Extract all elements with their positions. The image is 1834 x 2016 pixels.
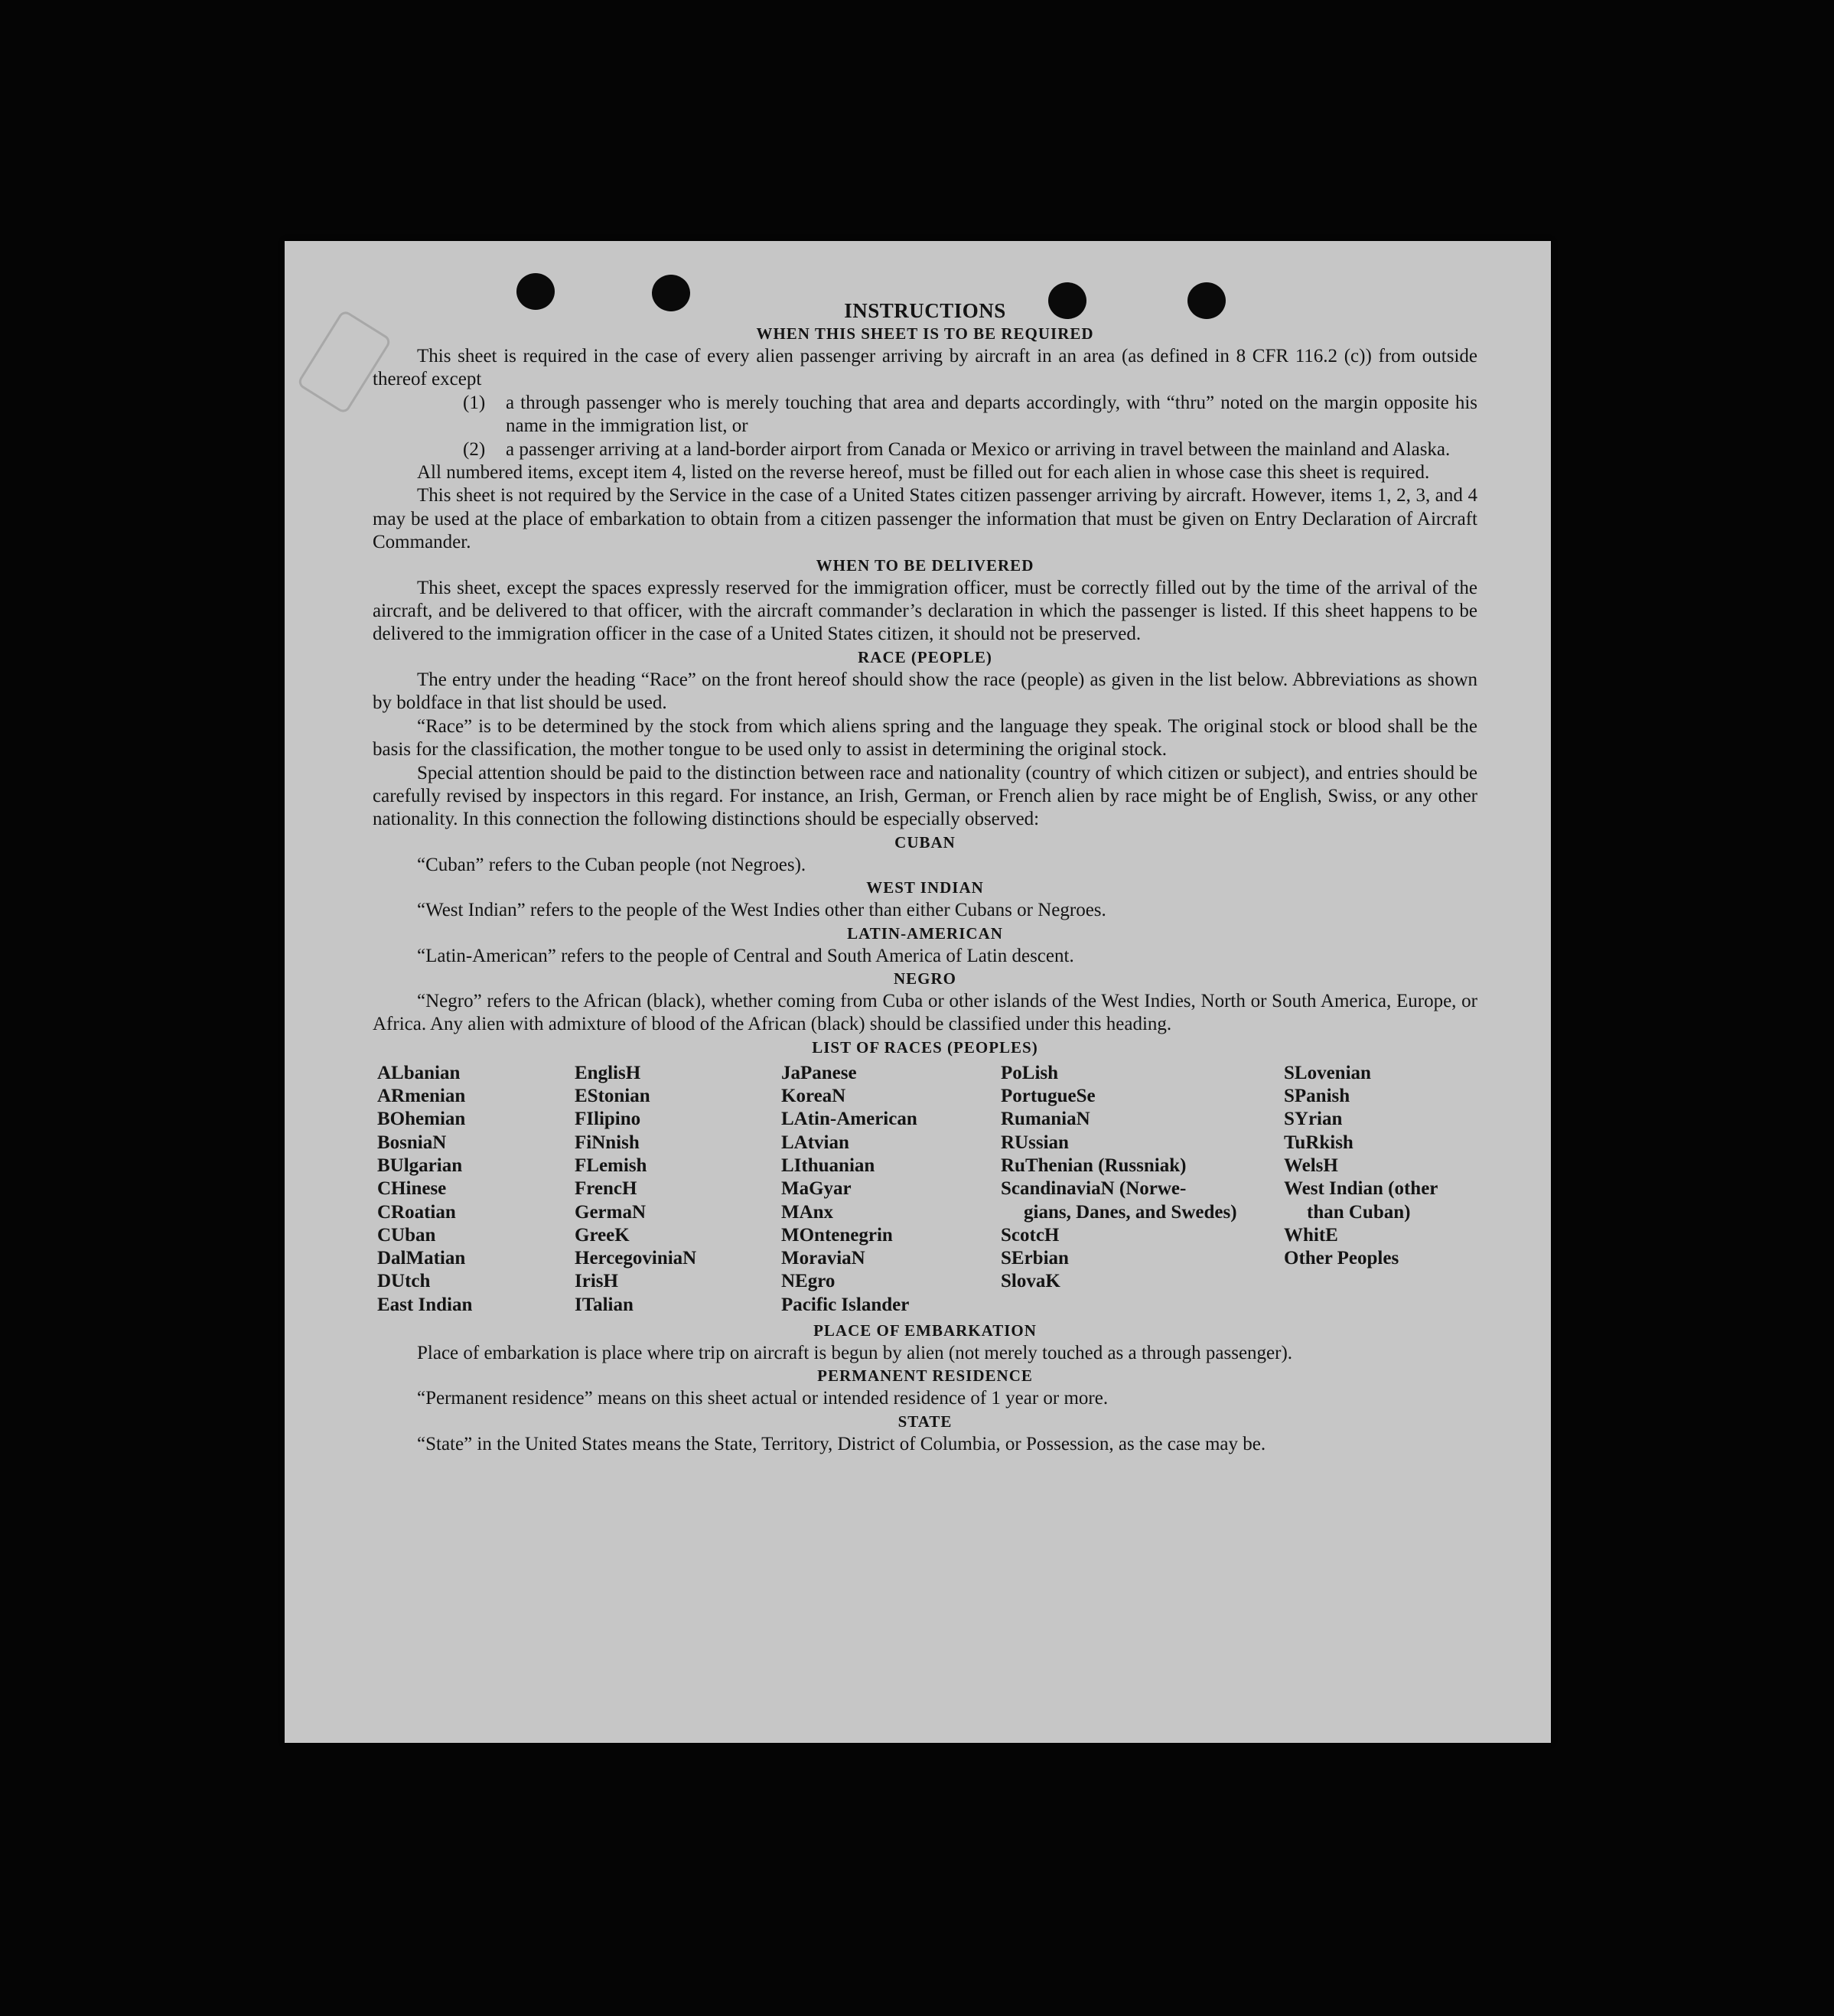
race-item: RuThenian (Russniak) [1001, 1155, 1187, 1176]
race-item: LIthuanian [781, 1155, 875, 1176]
race-item: TuRkish [1284, 1132, 1354, 1153]
race-item: JaPanese [781, 1062, 857, 1083]
para-race-2: “Race” is to be determined by the stock from which aliens spring and the language they speak. The original stock or blood shall be the basis for the classification, the mother tongue to be used only to assist in determining the original stock. [373, 715, 1477, 760]
heading-negro: NEGRO [893, 969, 956, 988]
heading-when-delivered: WHEN TO BE DELIVERED [816, 555, 1034, 575]
race-item: GreeK [575, 1224, 630, 1246]
race-column-4-top [1001, 1062, 1284, 1177]
para-when-required-intro: This sheet is required in the case of every alien passenger arriving by aircraft in an area (as defined in 8 CFR 116.2 (c)) from outside thereof except [373, 346, 1477, 390]
para-race-1: The entry under the heading “Race” on the front hereof should show the race (people) as given in the list below. Abbreviations as shown by boldface in that list should be used. [373, 669, 1477, 714]
heading-when-required: WHEN THIS SHEET IS TO BE REQUIRED [756, 324, 1094, 343]
race-item: MaGyar [781, 1178, 852, 1200]
race-item: BosniaN [377, 1132, 447, 1153]
para-race-3: Special attention should be paid to the distinction between race and nationality (country of which citizen or subject), and entries should be carefully revised by inspectors in this regard. For instance, an Irish, German, or French alien by race might be of English, Swiss, or any other nationality. In this connection the following distinctions should be especially observed: [373, 762, 1477, 830]
race-item: FIlipino [575, 1109, 641, 1130]
race-item: MOntenegrin [781, 1224, 893, 1246]
race-column-5-bottom [1284, 1224, 1475, 1271]
race-item: MoraviaN [781, 1248, 865, 1269]
para-embarkation: Place of embarkation is place where trip on aircraft is begun by alien (not merely touched as a through passenger). [417, 1343, 1293, 1364]
race-item: WhitE [1284, 1224, 1338, 1246]
race-item: PoLish [1001, 1062, 1059, 1083]
race-item: Pacific Islander [781, 1294, 910, 1315]
race-item: LAtvian [781, 1132, 849, 1153]
race-item: PortugueSe [1001, 1086, 1096, 1107]
heading-state: STATE [897, 1412, 953, 1431]
race-column-1 [373, 1062, 575, 1317]
race-item: NEgro [781, 1271, 836, 1292]
race-item: SLovenian [1284, 1062, 1371, 1083]
para-when-delivered: This sheet, except the spaces expressly reserved for the immigration officer, must be correctly filled out by the time of the arrival of the aircraft, and be delivered to that officer, with the aircraft commander’s declaration in which the passenger is listed. If this sheet happens to be delivered to the immigration officer in the case of a United States citizen, it should not be preserved. [373, 577, 1477, 645]
heading-west-indian: WEST INDIAN [866, 878, 984, 897]
race-item: CHinese [377, 1178, 447, 1200]
race-item: MAnx [781, 1201, 834, 1223]
race-column-3 [781, 1062, 1001, 1317]
heading-embarkation: PLACE OF EMBARKATION [813, 1321, 1037, 1340]
document-page [285, 241, 1551, 1743]
race-item-west-indian-line1: West Indian (other [1284, 1178, 1438, 1200]
race-item-west-indian-line2: than Cuban) [1307, 1201, 1411, 1223]
race-column-5 [1284, 1062, 1475, 1317]
para-negro: “Negro” refers to the African (black), whether coming from Cuba or other islands of the West Indies, North or South America, Europe, or Africa. Any alien with admixture of blood of the African (black) should be classified under this heading. [373, 990, 1477, 1035]
heading-latin-american: LATIN-AMERICAN [847, 923, 1003, 943]
race-item: SErbian [1001, 1248, 1069, 1269]
heading-list-of-races: LIST OF RACES (PEOPLES) [812, 1037, 1038, 1057]
race-item: BUlgarian [377, 1155, 463, 1176]
race-item: GermaN [575, 1201, 647, 1223]
race-list [373, 1062, 1477, 1317]
race-column-4-bottom [1001, 1224, 1284, 1294]
race-item-scandinavian-line2: gians, Danes, and Swedes) [1024, 1201, 1237, 1223]
heading-race: RACE (PEOPLE) [858, 647, 992, 666]
para-cuban: “Cuban” refers to the Cuban people (not Negroes). [417, 854, 806, 875]
race-item: Other Peoples [1284, 1248, 1399, 1269]
race-item: ITalian [575, 1294, 634, 1315]
race-item-west-indian [1284, 1177, 1475, 1224]
para-permanent-residence: “Permanent residence” means on this sheet actual or intended residence of 1 year or more. [417, 1388, 1109, 1409]
race-item: SlovaK [1001, 1271, 1060, 1292]
race-column-4 [1001, 1062, 1284, 1317]
race-item: BOhemian [377, 1109, 466, 1130]
instructions-text [373, 298, 1477, 1456]
race-item-scandinavian [1001, 1177, 1284, 1224]
race-item: SPanish [1284, 1086, 1350, 1107]
para-latin-american: “Latin-American” refers to the people of Central and South America of Latin descent. [417, 945, 1074, 966]
para-west-indian: “West Indian” refers to the people of the West Indies other than either Cubans or Negroes. [417, 900, 1106, 921]
race-item: RumaniaN [1001, 1109, 1090, 1130]
race-item: SYrian [1284, 1109, 1343, 1130]
numbered-item-2 [373, 438, 1477, 461]
race-item: FrencH [575, 1178, 637, 1200]
race-item: KoreaN [781, 1086, 846, 1107]
heading-permanent-residence: PERMANENT RESIDENCE [817, 1366, 1033, 1386]
item-number: (2) [463, 438, 486, 460]
item-number: (1) [463, 392, 486, 413]
race-item: EnglisH [575, 1062, 641, 1083]
item-text: a through passenger who is merely touching that area and departs accordingly, with “thru” noted on the margin opposite his name in the immigration list, or [506, 392, 1477, 437]
race-item: DalMatian [377, 1248, 466, 1269]
race-item: FiNnish [575, 1132, 640, 1153]
para-citizen-passenger: This sheet is not required by the Service in the case of a United States citizen passenger arriving by aircraft. However, items 1, 2, 3, and 4 may be used at the place of embarkation to obtain from a citizen passenger the information that must be given on Entry Declaration of Aircraft Commander. [373, 485, 1477, 553]
race-item: RUssian [1001, 1132, 1069, 1153]
page-title: INSTRUCTIONS [844, 299, 1006, 322]
race-item: ScotcH [1001, 1224, 1060, 1246]
race-item: FLemish [575, 1155, 647, 1176]
race-item: ALbanian [377, 1062, 461, 1083]
item-text: a passenger arriving at a land-border airport from Canada or Mexico or arriving in travel between the mainland and Alaska. [506, 438, 1451, 460]
para-state: “State” in the United States means the State, Territory, District of Columbia, or Possession, as the case may be. [417, 1433, 1266, 1454]
race-item: DUtch [377, 1271, 431, 1292]
race-item: HercegoviniaN [575, 1248, 697, 1269]
race-column-5-top [1284, 1062, 1475, 1177]
race-item: WelsH [1284, 1155, 1338, 1176]
race-item: CUban [377, 1224, 436, 1246]
race-item: IrisH [575, 1271, 618, 1292]
race-column-2 [575, 1062, 781, 1317]
race-item: CRoatian [377, 1201, 456, 1223]
race-item: LAtin-American [781, 1109, 917, 1130]
race-item: ARmenian [377, 1086, 466, 1107]
heading-cuban: CUBAN [894, 832, 956, 852]
race-item: EStonian [575, 1086, 650, 1107]
race-item: East Indian [377, 1294, 473, 1315]
race-item-scandinavian-line1: ScandinaviaN (Norwe- [1001, 1178, 1187, 1200]
para-numbered-items: All numbered items, except item 4, listed on the reverse hereof, must be filled out for each alien in whose case this sheet is required. [417, 462, 1430, 484]
numbered-item-1 [373, 392, 1477, 438]
